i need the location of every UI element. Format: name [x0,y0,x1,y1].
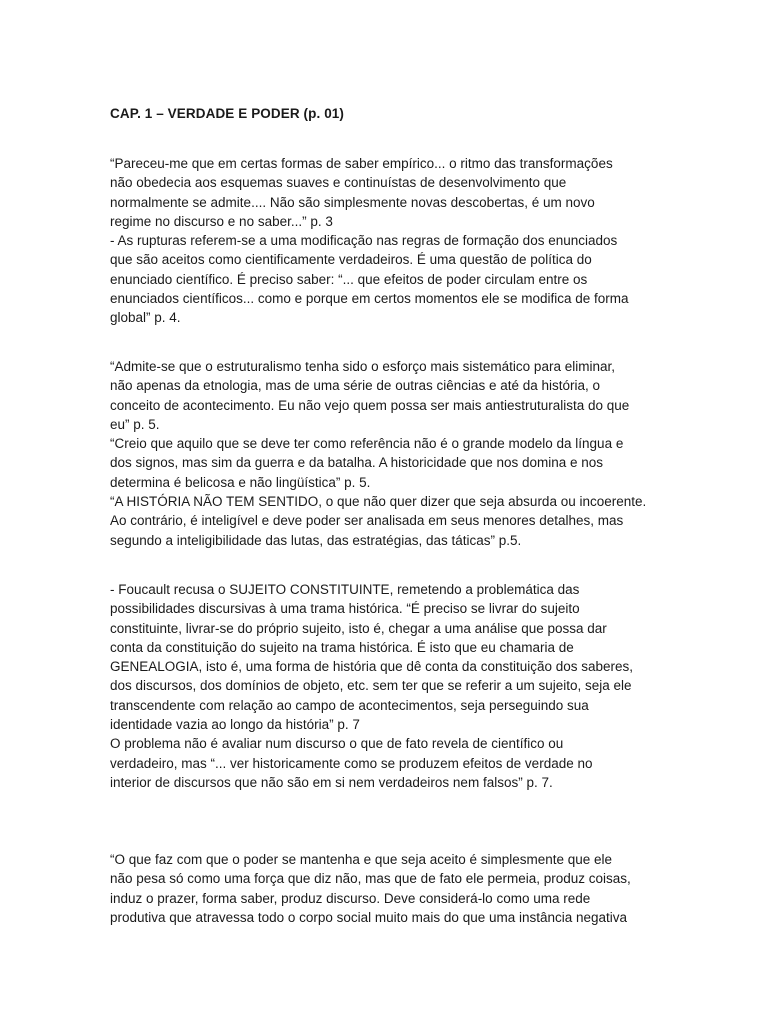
text-line: regime no discurso e no saber...” p. 3 [110,213,333,229]
text-line: O problema não é avaliar num discurso o que de fato revela de científico ou [110,736,564,752]
chapter-heading: CAP. 1 – VERDADE E PODER (p. 01) [110,106,345,121]
text-line: GENEALOGIA, isto é, uma forma de história que dê conta da constituição dos saberes, [110,659,634,675]
text-line: Ao contrário, é inteligível e deve poder ser analisada em seus menores detalhes, mas [110,513,624,529]
text-line: conceito de acontecimento. Eu não vejo quem possa ser mais antiestruturalista do que [110,397,630,413]
text-line: não pesa só como uma força que diz não, mas que de fato ele permeia, produz coisas, [110,871,631,887]
paragraph-block-3 [110,580,660,792]
text-line: conta da constituição do sujeito na trama histórica. É isto que eu chamaria de [110,639,574,655]
text-line: transcendente com relação ao campo de acontecimentos, seja perseguindo sua [110,697,589,713]
text-line: global” p. 4. [110,310,181,326]
text-line: interior de discursos que não são em si nem verdadeiros nem falsos” p. 7. [110,774,553,790]
text-line: constituinte, livrar-se do próprio sujeito, isto é, chegar a uma análise que possa dar [110,620,607,636]
text-line: - As rupturas referem-se a uma modificação nas regras de formação dos enunciados [110,233,618,249]
text-line: dos signos, mas sim da guerra e da batalha. A historicidade que nos domina e nos [110,455,604,471]
text-line: normalmente se admite.... Não são simplesmente novas descobertas, é um novo [110,194,595,210]
text-line: enunciado científico. É preciso saber: “... que efeitos de poder circulam entre os [110,271,588,287]
text-line: possibilidades discursivas à uma trama histórica. “É preciso se livrar do sujeito [110,601,580,617]
text-line: - Foucault recusa o SUJEITO CONSTITUINTE, remetendo a problemática das [110,582,580,597]
text-line: dos discursos, dos domínios de objeto, etc. sem ter que se referir a um sujeito, seja ele [110,678,632,694]
paragraph-block-4 [110,850,660,927]
text-line: determina é belicosa e não lingüística” p. 5. [110,474,371,490]
text-line: “Creio que aquilo que se deve ter como referência não é o grande modelo da língua e [110,436,624,452]
text-line: eu” p. 5. [110,416,160,432]
text-line: “A HISTÓRIA NÃO TEM SENTIDO, o que não quer dizer que seja absurda ou incoerente. [110,494,647,510]
text-line: induz o prazer, forma saber, produz discurso. Deve considerá-lo como uma rede [110,890,591,906]
text-line: verdadeiro, mas “... ver historicamente como se produzem efeitos de verdade no [110,755,593,771]
text-line: não obedecia aos esquemas suaves e continuístas de desenvolvimento que [110,175,567,191]
text-line: “O que faz com que o poder se mantenha e que seja aceito é simplesmente que ele [110,852,613,867]
text-line: “Admite-se que o estruturalismo tenha sido o esforço mais sistemático para eliminar, [110,359,615,374]
text-line: “Pareceu-me que em certas formas de saber empírico... o ritmo das transformações [110,156,613,171]
text-line: que são aceitos como cientificamente verdadeiros. É uma questão de política do [110,252,592,268]
text-line: produtiva que atravessa todo o corpo social muito mais do que uma instância negativa [110,909,628,925]
paragraph-block-2 [110,357,660,550]
text-line: não apenas da etnologia, mas de uma série de outras ciências e até da história, o [110,378,601,394]
text-line: identidade vazia ao longo da história” p. 7 [110,717,360,733]
text-line: segundo a inteligibilidade das lutas, das estratégias, das táticas” p.5. [110,532,522,548]
text-line: enunciados científicos... como e porque em certos momentos ele se modifica de forma [110,291,629,307]
paragraph-block-1 [110,154,660,328]
